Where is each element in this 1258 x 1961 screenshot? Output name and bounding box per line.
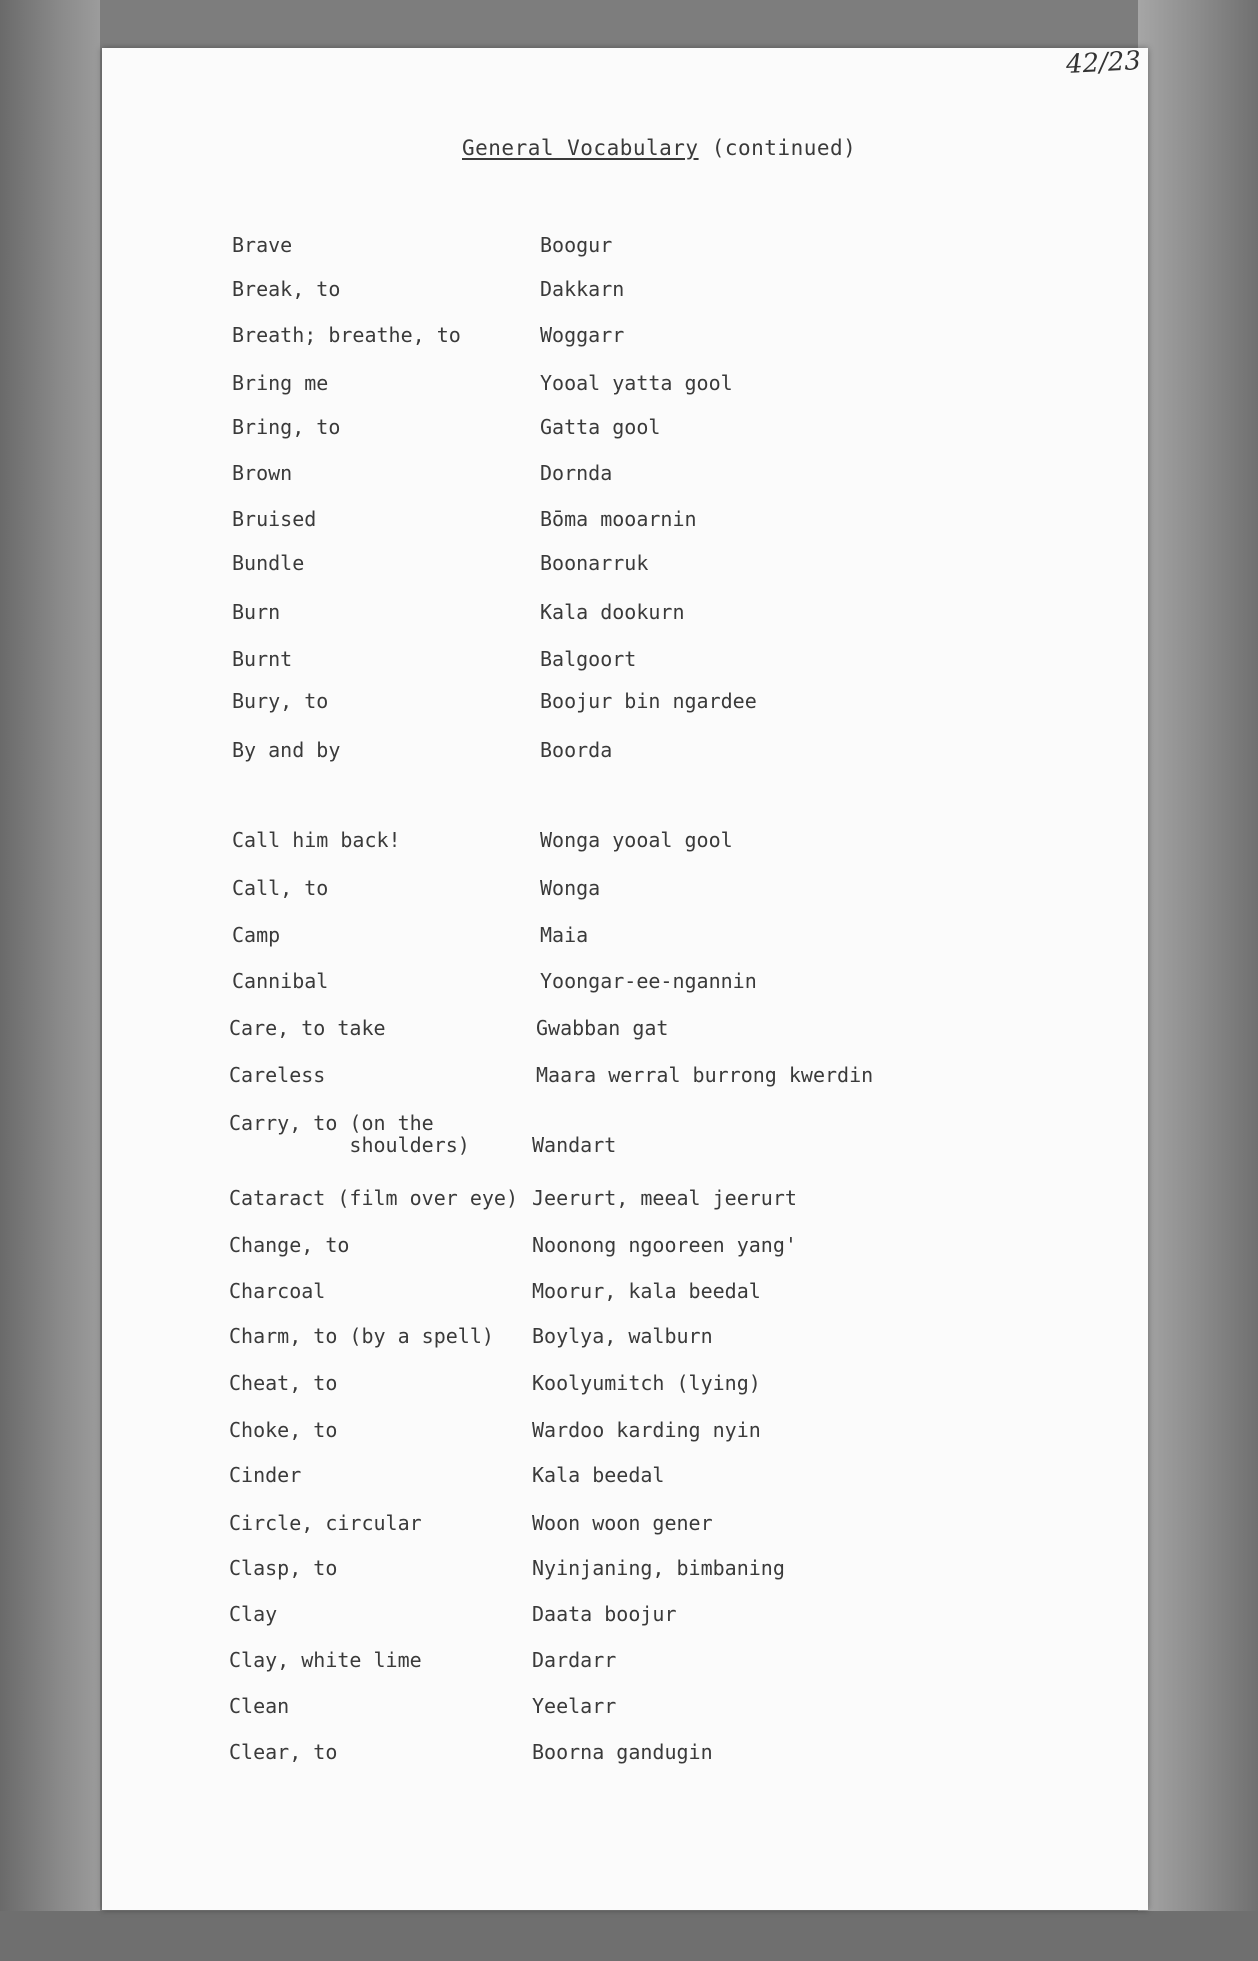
vocab-entry: [102, 970, 1148, 998]
vocab-term: Burnt: [232, 647, 293, 671]
vocab-term: Call him back!: [232, 828, 401, 852]
vocab-term: Careless: [229, 1063, 326, 1087]
vocab-entry: [102, 1111, 1148, 1157]
vocab-entry: [102, 1017, 1148, 1045]
vocab-translation: Boogur: [540, 233, 613, 257]
vocab-entry: [102, 1464, 1148, 1492]
vocab-translation: Jeerurt, meeal jeerurt: [532, 1186, 797, 1210]
vocab-entry: [102, 278, 1148, 306]
vocab-term: Cannibal: [232, 969, 329, 993]
vocab-translation: Boylya, walburn: [532, 1324, 713, 1348]
page-number: 42/23: [1065, 46, 1142, 80]
scan-border-left: [0, 0, 100, 1961]
vocab-term: Bundle: [232, 551, 305, 575]
vocab-term: Brown: [232, 461, 293, 485]
vocab-term: Charm, to (by a spell): [229, 1324, 494, 1348]
scan-border-right: [1138, 0, 1258, 1961]
vocab-entry: [102, 1280, 1148, 1308]
vocab-term: Camp: [232, 923, 281, 947]
vocab-translation: Wandart: [532, 1133, 617, 1157]
vocab-translation: Wonga yooal gool: [540, 828, 733, 852]
vocab-translation: Boonarruk: [540, 551, 649, 575]
vocab-translation: Wardoo karding nyin: [532, 1418, 761, 1442]
vocab-entry: [102, 462, 1148, 490]
vocab-term: Bruised: [232, 507, 317, 531]
vocab-translation: Bōma mooarnin: [540, 507, 697, 531]
vocab-term: Break, to: [232, 277, 341, 301]
vocab-translation: Woon woon gener: [532, 1511, 713, 1535]
vocab-entry: [102, 924, 1148, 952]
vocab-translation: Yooal yatta gool: [540, 371, 733, 395]
vocab-translation: Boorda: [540, 738, 613, 762]
vocab-entry: [102, 1064, 1148, 1092]
vocab-translation: Boojur bin ngardee: [540, 689, 757, 713]
vocab-entry: [102, 690, 1148, 718]
vocab-term: Circle, circular: [229, 1511, 422, 1535]
vocab-entry: [102, 1234, 1148, 1262]
vocab-translation: Boorna gandugin: [532, 1740, 713, 1764]
vocab-term: Burn: [232, 600, 281, 624]
vocab-term: Bring me: [232, 371, 329, 395]
vocab-term: Clean: [229, 1694, 290, 1718]
vocab-term: Clay: [229, 1602, 278, 1626]
vocab-entry: [102, 1512, 1148, 1540]
vocab-term: By and by: [232, 738, 341, 762]
typed-page: [102, 48, 1148, 1910]
vocab-term: Bury, to: [232, 689, 329, 713]
vocab-entry: [102, 234, 1148, 262]
vocab-translation: Nyinjaning, bimbaning: [532, 1556, 785, 1580]
vocab-term: Call, to: [232, 876, 329, 900]
vocab-term: Cheat, to: [229, 1371, 338, 1395]
vocab-term: Clear, to: [229, 1740, 338, 1764]
vocab-translation: Dornda: [540, 461, 613, 485]
vocab-term: Breath; breathe, to: [232, 323, 461, 347]
vocab-entry: [102, 552, 1148, 580]
vocab-translation: Woggarr: [540, 323, 625, 347]
vocab-entry: [102, 1649, 1148, 1677]
vocab-translation: Daata boojur: [532, 1602, 677, 1626]
vocab-translation: Noonong ngooreen yang': [532, 1233, 797, 1257]
vocab-translation: Balgoort: [540, 647, 637, 671]
vocab-term: Carry, to (on the shoulders): [229, 1111, 470, 1157]
vocab-translation: Koolyumitch (lying): [532, 1371, 761, 1395]
vocab-term: Clasp, to: [229, 1556, 338, 1580]
vocab-term: Brave: [232, 233, 293, 257]
vocab-entry: [102, 1557, 1148, 1585]
vocab-entry: [102, 1695, 1148, 1723]
vocab-term: Cinder: [229, 1463, 302, 1487]
vocab-entry: [102, 1741, 1148, 1769]
vocab-entry: [102, 648, 1148, 676]
vocab-entry: [102, 1325, 1148, 1353]
vocab-translation: Maara werral burrong kwerdin: [536, 1063, 874, 1087]
vocab-translation: Dakkarn: [540, 277, 625, 301]
heading-title: General Vocabulary: [462, 136, 699, 160]
vocab-translation: Maia: [540, 923, 589, 947]
scan-border-bottom: [0, 1911, 1258, 1961]
vocab-entry: [102, 508, 1148, 536]
vocab-term: Care, to take: [229, 1016, 386, 1040]
vocab-term: Bring, to: [232, 415, 341, 439]
vocab-term: Change, to: [229, 1233, 350, 1257]
vocab-translation: Yoongar-ee-ngannin: [540, 969, 757, 993]
vocab-entry: [102, 1603, 1148, 1631]
page-heading: [462, 136, 856, 160]
vocab-translation: Gatta gool: [540, 415, 661, 439]
vocab-term: Clay, white lime: [229, 1648, 422, 1672]
vocab-translation: Moorur, kala beedal: [532, 1279, 761, 1303]
vocab-entry: [102, 1187, 1148, 1215]
vocab-entry: [102, 739, 1148, 767]
vocab-translation: Gwabban gat: [536, 1016, 669, 1040]
vocab-term: Cataract (film over eye): [229, 1186, 518, 1210]
vocab-entry: [102, 416, 1148, 444]
vocab-entry: [102, 601, 1148, 629]
vocab-entry: [102, 1372, 1148, 1400]
vocab-entry: [102, 372, 1148, 400]
heading-suffix: (continued): [711, 136, 857, 160]
vocab-translation: Kala dookurn: [540, 600, 685, 624]
vocab-term: Charcoal: [229, 1279, 326, 1303]
vocab-translation: Dardarr: [532, 1648, 617, 1672]
vocab-entry: [102, 324, 1148, 352]
vocab-translation: Kala beedal: [532, 1463, 665, 1487]
vocab-entry: [102, 1419, 1148, 1447]
vocab-entry: [102, 877, 1148, 905]
vocab-translation: Wonga: [540, 876, 601, 900]
vocab-term: Choke, to: [229, 1418, 338, 1442]
vocab-entry: [102, 829, 1148, 857]
vocab-translation: Yeelarr: [532, 1694, 617, 1718]
